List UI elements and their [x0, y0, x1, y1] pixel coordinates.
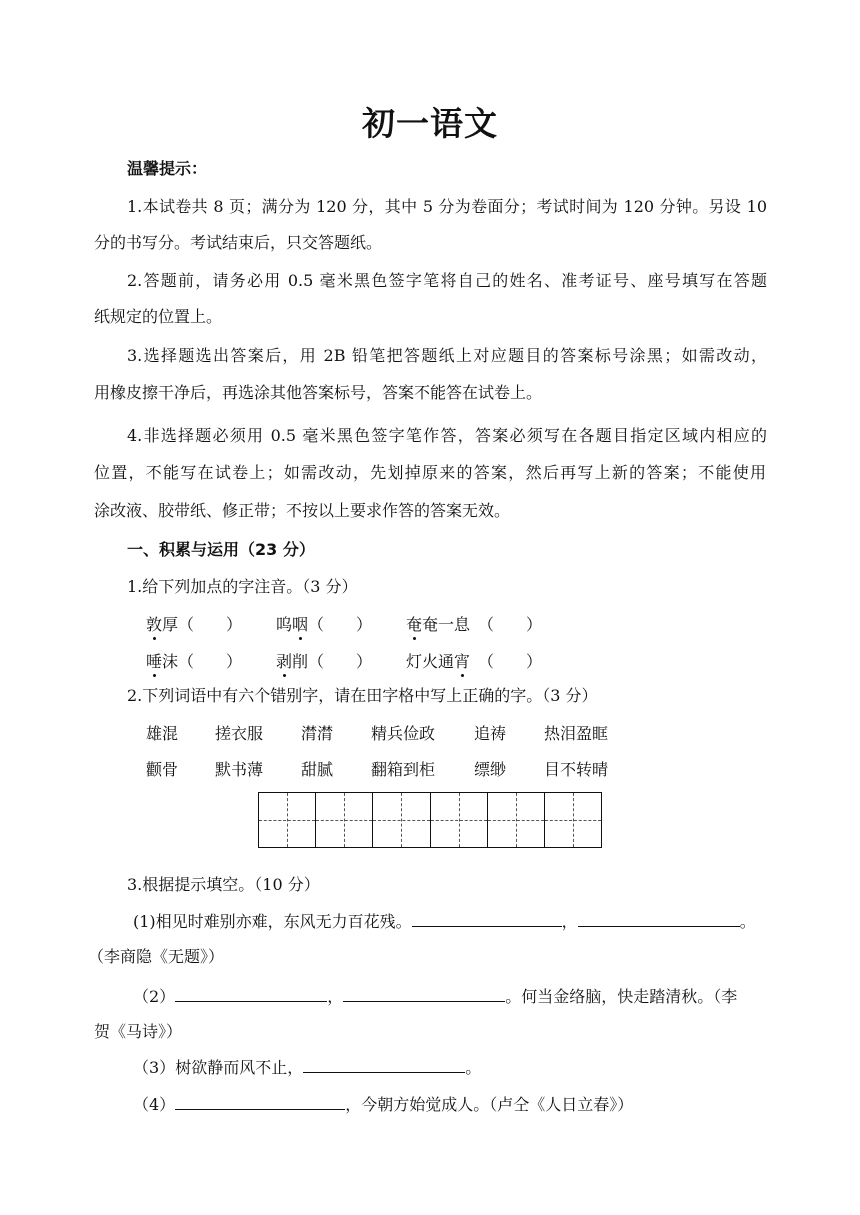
- page-title: 初一语文: [362, 104, 498, 143]
- answer-paren: （ ）: [178, 615, 243, 634]
- q2-word: 缥缈: [474, 760, 507, 779]
- section1-heading: 一、积累与运用（23 分）: [127, 540, 315, 559]
- grid-cell[interactable]: [545, 793, 601, 847]
- fill-blank[interactable]: [175, 987, 327, 1002]
- answer-paren: （ ）: [308, 652, 373, 671]
- notice-p1-line1: 1.本试卷共 8 页；满分为 120 分，其中 5 分为卷面分；考试时间为 120 分钟。另设 10: [127, 197, 767, 216]
- tianzige-grid: [258, 792, 602, 848]
- q3-s1-source: （李商隐《无题》）: [88, 947, 225, 966]
- q2-word: 潸潸: [301, 724, 334, 743]
- grid-cell[interactable]: [259, 793, 316, 847]
- q1-item: 呜咽（ ）: [276, 615, 373, 634]
- dotted-char: 唾: [146, 652, 163, 671]
- q2-word: 搓衣服: [215, 724, 264, 743]
- grid-cell[interactable]: [431, 793, 488, 847]
- dotted-char: 咽: [292, 615, 309, 634]
- notice-p1-line2: 分的书写分。考试结束后，只交答题纸。: [94, 233, 383, 252]
- notice-p4-line2: 位置，不能写在试卷上；如需改动，先划掉原来的答案，然后再写上新的答案；不能使用: [94, 463, 766, 482]
- dotted-char: 敦: [146, 615, 163, 634]
- grid-cell[interactable]: [316, 793, 373, 847]
- q1-item: 灯火通宵 （ ）: [406, 652, 543, 671]
- q2-word: 翻箱到柜: [371, 760, 436, 779]
- q1-item: 唾沫（ ）: [146, 652, 243, 671]
- answer-paren: （ ）: [308, 615, 373, 634]
- q1-item: 奄奄一息 （ ）: [406, 615, 543, 634]
- q2-word: 默书薄: [215, 760, 264, 779]
- notice-heading: 温馨提示：: [127, 159, 208, 178]
- q3-s2-source: 贺《马诗》）: [94, 1022, 183, 1041]
- fill-blank[interactable]: [343, 987, 505, 1002]
- notice-p2-line2: 纸规定的位置上。: [94, 307, 223, 326]
- q3-s1: (1)相见时难别亦难，东风无力百花残。 ， 。: [133, 912, 756, 931]
- notice-p3-line1: 3.选择题选出答案后，用 2B 铅笔把答题纸上对应题目的答案标号涂黑；如需改动，: [127, 346, 767, 365]
- q3-s2: （2） ， 。何当金络脑，快走踏清秋。（李: [133, 987, 738, 1006]
- answer-paren: （ ）: [478, 652, 543, 671]
- notice-p4-line1: 4.非选择题必须用 0.5 毫米黑色签字笔作答，答案必须写在各题目指定区域内相应的: [127, 426, 767, 445]
- grid-cell[interactable]: [488, 793, 545, 847]
- answer-paren: （ ）: [178, 652, 243, 671]
- q1-item: 剥削（ ）: [276, 652, 373, 671]
- notice-p3-line2: 用橡皮擦干净后，再选涂其他答案标号，答案不能答在试卷上。: [94, 383, 543, 402]
- q2-word: 雄混: [146, 724, 179, 743]
- fill-blank[interactable]: [303, 1058, 465, 1073]
- dotted-char: 剥: [276, 652, 293, 671]
- q2-word: 追祷: [474, 724, 507, 743]
- notice-p2-line1: 2.答题前，请务必用 0.5 毫米黑色签字笔将自己的姓名、准考证号、座号填写在答题: [127, 271, 767, 290]
- notice-p4-line3: 涂改液、胶带纸、修正带；不按以上要求作答的答案无效。: [94, 501, 511, 520]
- answer-paren: （ ）: [478, 615, 543, 634]
- fill-blank[interactable]: [578, 912, 740, 927]
- fill-blank[interactable]: [175, 1095, 345, 1110]
- q2-word: 目不转晴: [544, 760, 609, 779]
- q2-prompt: 2.下列词语中有六个错别字，请在田字格中写上正确的字。（3 分）: [127, 686, 598, 705]
- q2-word: 甜腻: [301, 760, 334, 779]
- q1-item: 敦厚（ ）: [146, 615, 243, 634]
- q3-prompt: 3.根据提示填空。（10 分）: [127, 875, 320, 894]
- dotted-char: 宵: [454, 652, 471, 671]
- q3-s3: （3）树欲静而风不止， 。: [133, 1058, 482, 1077]
- grid-cell[interactable]: [373, 793, 430, 847]
- fill-blank[interactable]: [412, 912, 562, 927]
- q2-word: 热泪盈眶: [544, 724, 609, 743]
- q3-s4: （4） ，今朝方始觉成人。（卢仝《人日立春》）: [133, 1095, 634, 1114]
- q2-word: 精兵俭政: [371, 724, 436, 743]
- q2-word: 颧骨: [146, 760, 179, 779]
- q1-prompt: 1.给下列加点的字注音。（3 分）: [127, 577, 358, 596]
- dotted-char: 奄: [406, 615, 423, 634]
